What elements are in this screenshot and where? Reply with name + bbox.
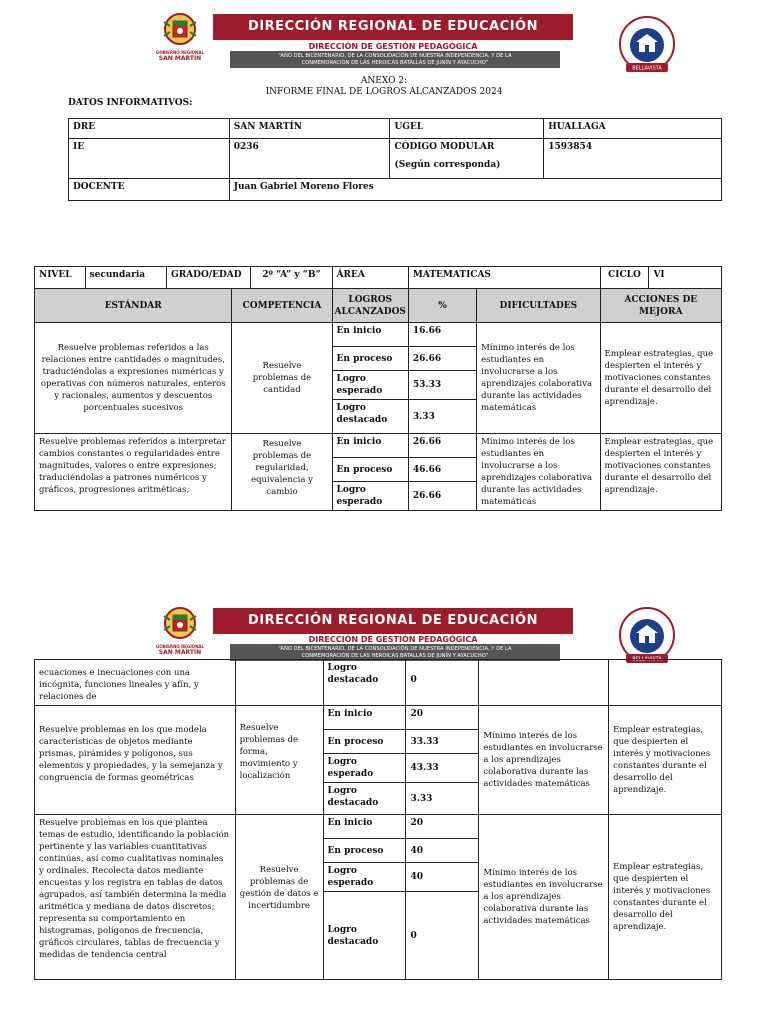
header-motto-line2: CONMEMORACIÓN DE LAS HEROICAS BATALLAS DE JUNÍN Y AYACUCHO” [301, 59, 489, 66]
accion-cell: Emplear estrategias, que despierten el interés y motivaciones constantes durante el desarrollo del aprendizaje. [609, 815, 722, 980]
pct-value: 26.66 [408, 434, 476, 458]
achievements-table-part1 [34, 266, 722, 511]
section-label: DATOS INFORMATIVOS: [68, 98, 193, 108]
estandar-cell: Resuelve problemas referidos a interpretar cambios constantes o regularidades entre magnitudes, valores o entre expresiones; traduciéndolas a patrones numéricos y gráficos, progresiones aritméticas, [35, 434, 232, 511]
left-logo-caption-2: SAN MARTÍN [158, 55, 202, 62]
level-label: Logro esperado [323, 863, 406, 892]
dificultad-cell [479, 660, 609, 706]
dificultad-cell: Mínimo interés de los estudiantes en involucrarse a los aprendizajes colaborativa durante las actividades matemáticas [477, 323, 600, 434]
area-value: MATEMATICAS [408, 267, 600, 289]
school-logo [612, 12, 682, 80]
left-logo-caption-1: GOBIERNO REGIONAL [155, 644, 205, 649]
pct-value: 40 [406, 839, 479, 863]
ugel-label: UGEL [390, 119, 544, 139]
col-logros: LOGROS ALCANZADOS [332, 289, 408, 323]
nivel-value: secundaria [85, 267, 166, 289]
accion-cell: Emplear estrategias, que despierten el interés y motivaciones constantes durante el desarrollo del aprendizaje. [609, 706, 722, 815]
ciclo-label: CICLO [600, 267, 649, 289]
header-title: DIRECCIÓN REGIONAL DE EDUCACIÓN [248, 19, 538, 34]
school-emblem-icon [612, 12, 682, 80]
area-label: ÁREA [332, 267, 408, 289]
pct-value: 26.66 [408, 347, 476, 371]
pct-value: 16.66 [408, 323, 476, 347]
ugel-value: HUALLAGA [544, 119, 722, 139]
header-title: DIRECCIÓN REGIONAL DE EDUCACIÓN [248, 613, 538, 628]
codigo-modular-value: 1593854 [544, 139, 722, 179]
estandar-cell: Resuelve problemas referidos a las relaciones entre cantidades o magnitudes, traduciéndolas a expresiones numéricas y operativas con números naturales, enteros y racionales, aumentos y descuentos porcentuales sucesivos [35, 323, 232, 434]
table-row [35, 660, 722, 706]
header-motto-line1: “AÑO DEL BICENTENARIO, DE LA CONSOLIDACIÓN DE NUESTRA INDEPENDENCIA, Y DE LA [278, 53, 512, 59]
nivel-label: NIVEL [35, 267, 86, 289]
dre-label: DRE [69, 119, 230, 139]
level-label: Logro destacado [323, 783, 406, 815]
grado-value: 2º “A” y “B” [251, 267, 332, 289]
header-motto-line2: CONMEMORACIÓN DE LAS HEROICAS BATALLAS DE JUNÍN Y AYACUCHO” [301, 652, 489, 659]
level-label: En proceso [332, 347, 408, 371]
ie-label: IE [69, 139, 230, 179]
level-label: Logro esperado [332, 482, 408, 511]
estandar-cell: Resuelve problemas en los que modela características de objetos mediante prismas, pirámides y polígonos, sus elementos y propiedades, y la semejanza y congruencia de formas geométricas [35, 706, 236, 815]
table-row [35, 323, 722, 347]
codigo-modular-label: CÓDIGO MODULAR [394, 142, 495, 152]
accion-cell: Emplear estrategias, que despierten el interés y motivaciones constantes durante el desarrollo del aprendizaje. [600, 323, 722, 434]
header-motto [230, 51, 560, 68]
docente-value: Juan Gabriel Moreno Flores [229, 179, 721, 201]
pct-value: 26.66 [408, 482, 476, 511]
header-motto-line1: “AÑO DEL BICENTENARIO, DE LA CONSOLIDACIÓN DE NUESTRA INDEPENDENCIA, Y DE LA [278, 646, 512, 652]
ciclo-value: VI [649, 267, 722, 289]
grado-label: GRADO/EDAD [167, 267, 251, 289]
docente-label: DOCENTE [69, 179, 230, 201]
left-logo-caption-2: SAN MARTÍN [158, 649, 202, 656]
annex-label: ANEXO 2: [360, 76, 408, 86]
report-title: INFORME FINAL DE LOGROS ALCANZADOS 2024 [265, 87, 503, 97]
level-label: En inicio [332, 434, 408, 458]
level-label: En proceso [323, 839, 406, 863]
estandar-cell: Resuelve problemas en los que plantea temas de estudio, identificando la población pertinente y las variables cuantitativas continúas, así como cualitativas nominales y ordinales. Recolecta datos mediante encuestas y los registra en tablas de datos agrupados, así también determina la media aritmética y mediana de datos discretos; representa su comportamiento en histogramas, polígonos de frecuencia, gráficos circulares, tablas de frecuencia y medidas de tendencia central [35, 815, 236, 980]
competencia-cell: Resuelve problemas de forma, movimiento y localización [235, 706, 323, 815]
codigo-modular-note: (Según corresponda) [394, 160, 501, 170]
dificultad-cell: Mínimo interés de los estudiantes en involucrarse a los aprendizajes colaborativa durante las actividades matemáticas [479, 706, 609, 815]
pct-value: 53.33 [408, 371, 476, 400]
level-label: En inicio [323, 815, 406, 839]
header-title-banner [213, 608, 573, 634]
pct-value: 0 [406, 660, 479, 706]
info-row-ie [69, 139, 722, 179]
level-label: Logro destacado [323, 892, 406, 980]
table-row [35, 706, 722, 730]
pct-value: 3.33 [406, 783, 479, 815]
achievements-table-part2 [34, 656, 722, 980]
competencia-cell: Resuelve problemas de cantidad [232, 323, 332, 434]
info-table [68, 118, 722, 201]
table-row [35, 434, 722, 458]
school-logo-ribbon: BELLAVISTA [632, 656, 662, 663]
competencia-cell [235, 660, 323, 706]
pct-value: 33.33 [406, 730, 479, 754]
level-label: En inicio [332, 323, 408, 347]
info-row-dre [69, 119, 722, 139]
col-competencia: COMPETENCIA [232, 289, 332, 323]
pct-value: 20 [406, 815, 479, 839]
estandar-cell: ecuaciones e inecuaciones con una incógnita, funciones lineales y afín, y relaciones de [35, 660, 236, 706]
meta-row [35, 267, 722, 289]
dificultad-cell: Mínimo interés de los estudiantes en involucrarse a los aprendizajes colaborativa durante las actividades matemáticas [479, 815, 609, 980]
regional-government-logo [155, 606, 205, 658]
pct-value: 20 [406, 706, 479, 730]
pct-value: 3.33 [408, 400, 476, 434]
col-acciones: ACCIONES DE MEJORA [600, 289, 722, 323]
ie-value: 0236 [229, 139, 390, 179]
competencia-cell: Resuelve problemas de regularidad, equivalencia y cambio [232, 434, 332, 511]
level-label: Logro destacado [323, 660, 406, 706]
competencia-cell: Resuelve problemas de gestión de datos e incertidumbre [235, 815, 323, 980]
level-label: Logro destacado [332, 400, 408, 434]
regional-government-logo [155, 12, 205, 64]
col-estandar: ESTÁNDAR [35, 289, 232, 323]
level-label: Logro esperado [332, 371, 408, 400]
level-label: En proceso [323, 730, 406, 754]
level-label: En proceso [332, 458, 408, 482]
codigo-modular-cell [390, 139, 544, 179]
accion-cell: Emplear estrategias, que despierten el interés y motivaciones constantes durante el desarrollo del aprendizaje. [600, 434, 722, 511]
info-row-docente [69, 179, 722, 201]
regional-emblem-icon [160, 606, 200, 640]
accion-cell [609, 660, 722, 706]
header-title-banner [213, 14, 573, 40]
regional-emblem-icon [160, 12, 200, 46]
header-subtitle: DIRECCIÓN DE GESTIÓN PEDAGÓGICA [308, 42, 478, 51]
pct-value: 43.33 [406, 754, 479, 783]
header-subtitle: DIRECCIÓN DE GESTIÓN PEDAGÓGICA [308, 635, 478, 644]
level-label: Logro esperado [323, 754, 406, 783]
table-row [35, 815, 722, 839]
pct-value: 46.66 [408, 458, 476, 482]
pct-value: 0 [406, 892, 479, 980]
col-pct: % [408, 289, 476, 323]
pct-value: 40 [406, 863, 479, 892]
column-header-row [35, 289, 722, 323]
school-logo-ribbon: BELLAVISTA [632, 65, 662, 72]
level-label: En inicio [323, 706, 406, 730]
dificultad-cell: Mínimo interés de los estudiantes en involucrarse a los aprendizajes colaborativa durante las actividades matemáticas [477, 434, 600, 511]
col-dificultades: DIFICULTADES [477, 289, 600, 323]
left-logo-caption-1: GOBIERNO REGIONAL [155, 50, 205, 55]
dre-value: SAN MARTÍN [229, 119, 390, 139]
